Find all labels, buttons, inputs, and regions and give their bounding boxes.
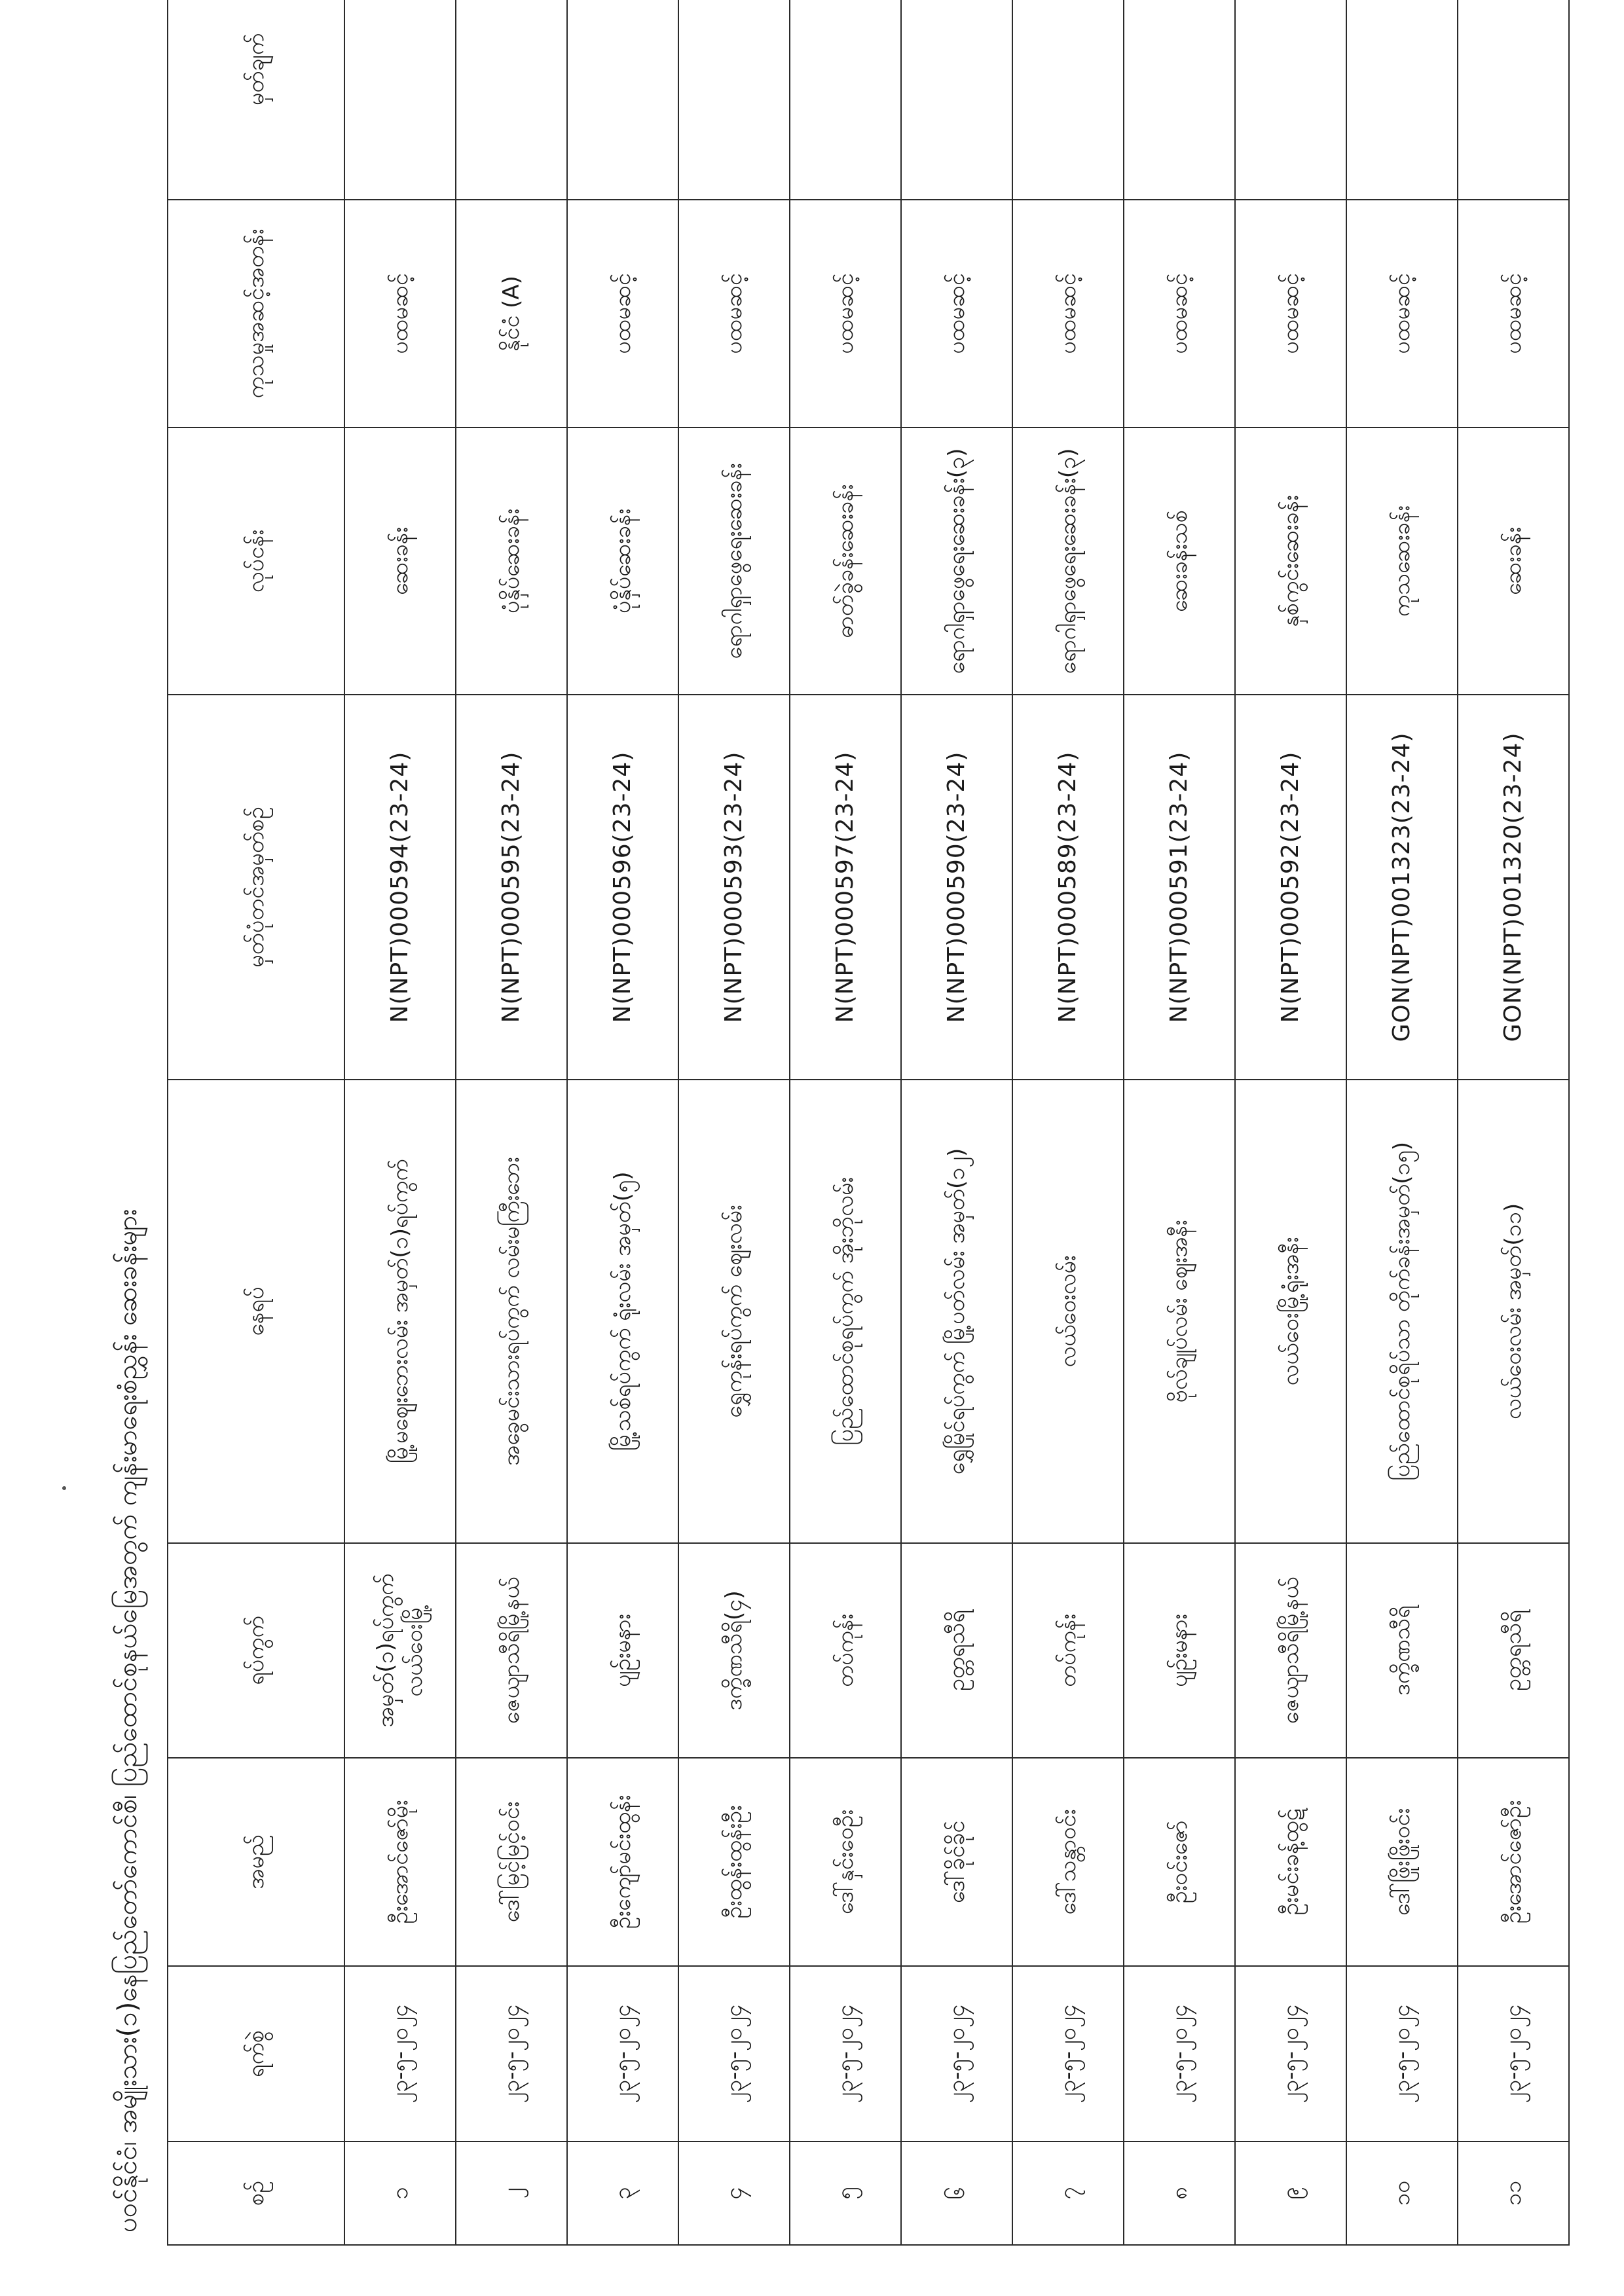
registration-table (167, 0, 1570, 2246)
cell-name: ဦးဝင်းဇော် (1124, 1758, 1235, 1966)
table-row (678, 0, 790, 2245)
header-ward: ရပ်ကွက် (168, 1543, 344, 1758)
cell-date: ၂၃-၅-၂၀၂၄ (1235, 1966, 1346, 2141)
cell-grade: ပထမဆင့် (344, 200, 456, 428)
table-row (1124, 0, 1235, 2245)
cell-date: ၂၃-၅-၂၀၂၄ (901, 1966, 1012, 2141)
cell-address: ပြည်ထောင်စုရပ်ကွက် အိုးဘိုလမ်း (790, 1080, 901, 1543)
cell-registration: N(NPT)000592(23-24) (1235, 695, 1346, 1080)
cell-name: ဒေါ်ဖြိုးဖြိုးဝင်း (1346, 1758, 1458, 1966)
cell-address: လယ်ဝေးလမ်း အမှတ်(၁၁) (1458, 1080, 1569, 1543)
cell-date: ၂၃-၅-၂၀၂၄ (1012, 1966, 1124, 2141)
cell-ward: ဒက္ခိဏသီရိ(၄) (678, 1543, 790, 1758)
cell-remark (1458, 0, 1569, 200)
cell-registration: GON(NPT)001323(23-24) (1346, 695, 1458, 1080)
cell-no: ၉ (1235, 2141, 1346, 2245)
cell-remark (1346, 0, 1458, 200)
cell-no: ၈ (1124, 2141, 1235, 2245)
cell-grade: ပထမဆင့် (678, 200, 790, 428)
header-grade: ကုသမှုအဆင့်အတန်း (168, 200, 344, 428)
header-remark: မှတ်ချက် (168, 0, 344, 200)
cell-name: ဦးထွန်းထွန်းဦး (678, 1758, 790, 1966)
cell-date: ၂၃-၅-၂၀၂၄ (456, 1966, 567, 2141)
cell-registration: N(NPT)000597(23-24) (790, 695, 901, 1080)
header-type: လုပ်ငန်း (168, 428, 344, 695)
table-row (1346, 0, 1458, 2245)
table-row (901, 0, 1012, 2245)
cell-ward: အမှတ်(၁)ရပ်ကွက် လယ်ဝေးမြို့ (344, 1543, 456, 1758)
cell-address: လယ်ဝေးလမ်း (1012, 1080, 1124, 1543)
cell-address: ပြည်ထောင်စုရိပ်သာ တိုက်ခန်းအမှတ်(၁၅) (1346, 1080, 1458, 1543)
cell-date: ၂၃-၅-၂၀၂၄ (1124, 1966, 1235, 2141)
cell-no: ၁၁ (1458, 2141, 1569, 2245)
cell-address: ရွှေကုန်းရပ်ကွက် ဈေးလမ်း (678, 1080, 790, 1543)
cell-type: နှစ်ကွင်းဆေးခန်း (1235, 428, 1346, 695)
cell-registration: N(NPT)000593(23-24) (678, 695, 790, 1080)
table-header-row (168, 0, 344, 2245)
cell-grade: ပထမဆင့် (901, 200, 1012, 428)
cell-grade: ပထမဆင့် (1346, 200, 1458, 428)
cell-name: ဦးကျော်မင်းထွန်း (567, 1758, 678, 1966)
cell-no: ၃ (567, 2141, 678, 2245)
table-row (344, 0, 456, 2245)
table-row (567, 0, 678, 2245)
cell-ward: တပ်ကုန်း (790, 1543, 901, 1758)
cell-date: ၂၃-၅-၂၀၂၄ (1346, 1966, 1458, 2141)
cell-remark (1235, 0, 1346, 200)
cell-date: ၂၃-၅-၂၀၂၄ (567, 1966, 678, 2141)
cell-type: ကုသဆေးခန်း (1346, 428, 1458, 695)
cell-address: လယ်ဝေးမြို့ရုံးအနီး (1235, 1080, 1346, 1543)
cell-type: ဆေးခန်းသစ် (1124, 428, 1235, 695)
cell-address: မြို့မဈေးဘေးလမ်း အမှတ်(၁)ရပ်ကွက် (344, 1080, 456, 1543)
cell-no: ၂ (456, 2141, 567, 2245)
header-date: ရက်စွဲ (168, 1966, 344, 2141)
cell-grade: ပထမဆင့် (1235, 200, 1346, 428)
cell-grade: ပထမဆင့် (1012, 200, 1124, 428)
cell-no: ၁၀ (1346, 2141, 1458, 2245)
cell-registration: N(NPT)000591(23-24) (1124, 695, 1235, 1080)
cell-name: ဦးမင်းခန့်ထွဋ် (1235, 1758, 1346, 1966)
cell-type: ပုံနှိပ်ဆေးခန်း (567, 428, 678, 695)
rotated-content (92, 33, 1559, 2246)
cell-remark (901, 0, 1012, 200)
cell-registration: GON(NPT)001320(23-24) (1458, 695, 1569, 1080)
cell-grade: ပထမဆင့် (1458, 200, 1569, 428)
cell-no: ၆ (901, 2141, 1012, 2245)
cell-registration: N(NPT)000594(23-24) (344, 695, 456, 1080)
cell-date: ၂၃-၅-၂၀၂၄ (344, 1966, 456, 2141)
cell-registration: N(NPT)000589(23-24) (1012, 695, 1124, 1080)
cell-remark (344, 0, 456, 200)
table-row (790, 0, 901, 2245)
cell-grade: ပထမဆင့် (1124, 200, 1235, 428)
cell-date: ၂၃-၅-၂၀၂၄ (790, 1966, 901, 2141)
cell-remark (1124, 0, 1235, 200)
cell-name: ဒေါ်မြင့်မြင့်ဝင်း (456, 1758, 567, 1966)
cell-ward: ဇေယျာသီရိမြို့နယ် (1235, 1543, 1346, 1758)
cell-ward: ဥတ္တရသီရိ (1458, 1543, 1569, 1758)
table-row (1458, 0, 1569, 2245)
cell-name: ဒေါ်နှင်းဝေဦး (790, 1758, 901, 1966)
cell-no: ၁ (344, 2141, 456, 2245)
header-address: နေရပ် (168, 1080, 344, 1543)
cell-type: ပုံနှိပ်ဆေးခန်း (456, 428, 567, 695)
table-row (1012, 0, 1124, 2245)
cell-name: ဒေါ်သန္တာဝင်း (1012, 1758, 1124, 1966)
cell-remark (678, 0, 790, 200)
cell-grade: နိုင်ငံ (A) (456, 200, 567, 428)
table-row (1235, 0, 1346, 2245)
table-row (456, 0, 567, 2245)
cell-type: ဆေးခန်း (344, 428, 456, 695)
cell-address: အခွေမင်းသားရပ်ကွက် လမ်းမကြီးဘေး (456, 1080, 567, 1543)
cell-type: ဆေးခန်း (1458, 428, 1569, 695)
cell-grade: ပထမဆင့် (790, 200, 901, 428)
scan-speck (62, 1486, 66, 1490)
cell-no: ၄ (678, 2141, 790, 2245)
cell-remark (456, 0, 567, 200)
cell-date: ၂၃-၅-၂၀၂၄ (1458, 1966, 1569, 2141)
header-name: အမည် (168, 1758, 344, 1966)
cell-name: ဒေါ်ခိုင်ခိုင် (901, 1758, 1012, 1966)
cell-type: ဓာတ်ခွဲခန်းဆေးခန်း (790, 428, 901, 695)
cell-name: ဦးအောင်ဇော်ဦး (1458, 1758, 1569, 1966)
cell-grade: ပထမဆင့် (567, 200, 678, 428)
cell-ward: ဥတ္တရသီရိ (901, 1543, 1012, 1758)
cell-remark (1012, 0, 1124, 200)
cell-ward: တပ်ကုန်း (1012, 1543, 1124, 1758)
cell-ward: ဒက္ခိဏသီရိ (1346, 1543, 1458, 1758)
document-title: ပဝင်နိုင်ငံ၊ အမျိုးသား(၁)နေပြည်တော်ကောင်စီ၊ ပြည်ထောင်စုနယ်မြေအတွက် ကျန်းမာရေးစံညွှန်း ဆေးခန်းများ (113, 1209, 143, 2232)
cell-ward: ပျဉ်းမနား (567, 1543, 678, 1758)
cell-date: ၂၃-၅-၂၀၂၄ (678, 1966, 790, 2141)
cell-name: ဦးအောင်ဇော်မိုး (344, 1758, 456, 1966)
header-no: စဉ် (168, 2141, 344, 2245)
cell-no: ၇ (1012, 2141, 1124, 2245)
cell-remark (790, 0, 901, 200)
cell-registration: N(NPT)000595(23-24) (456, 695, 567, 1080)
header-registration: မှတ်ပုံတင်အမှတ်စဉ် (168, 695, 344, 1080)
cell-remark (567, 0, 678, 200)
cell-type: ရောဂါရှာဖွေရေးဆေးခန်း(၃) (1012, 428, 1124, 695)
cell-type: ရောဂါရှာဖွေရေးဆေးခန်း (678, 428, 790, 695)
cell-registration: N(NPT)000596(23-24) (567, 695, 678, 1080)
table-body (344, 0, 1569, 2245)
cell-no: ၅ (790, 2141, 901, 2245)
cell-registration: N(NPT)000590(23-24) (901, 695, 1012, 1080)
cell-address: ရွှေမြိုင်ရပ်ကွက် မြို့ပတ်လမ်း အမှတ်(၁၂) (901, 1080, 1012, 1543)
cell-address: မြို့သစ်ရပ်ကွက် ရုံးလမ်း အမှတ်(၅) (567, 1080, 678, 1543)
cell-ward: ဇေယျာသီရိမြို့နယ် (456, 1543, 567, 1758)
cell-type: ရောဂါရှာဖွေရေးဆေးခန်း(၃) (901, 428, 1012, 695)
cell-address: ဗိုလ်ချုပ်လမ်း ဈေးအနီး (1124, 1080, 1235, 1543)
cell-ward: ပျဉ်းမနား (1124, 1543, 1235, 1758)
